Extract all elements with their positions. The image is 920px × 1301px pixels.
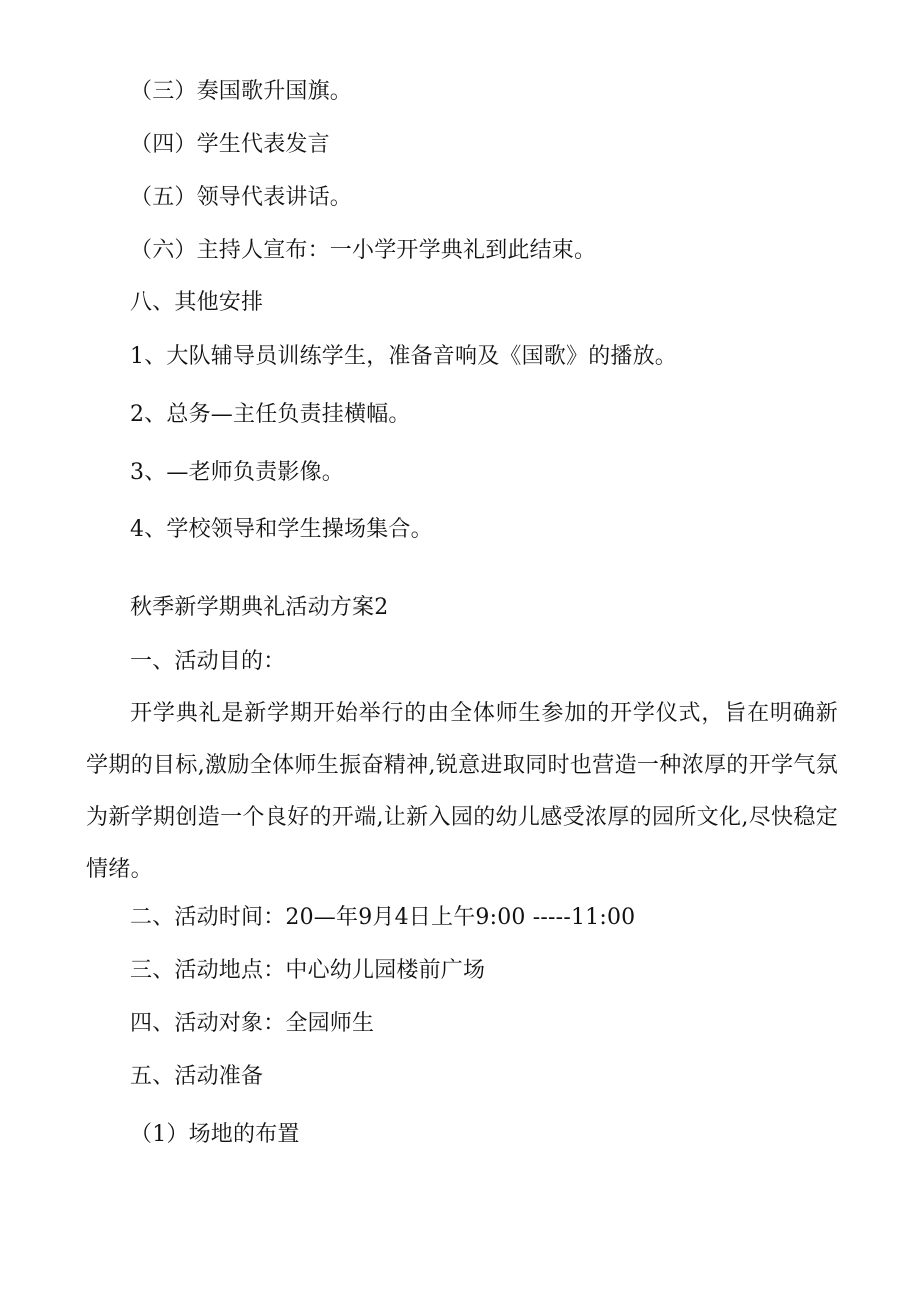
section-heading: 五、活动准备 [130,1064,264,1089]
text-line: （三）奏国歌升国旗。 [130,79,353,104]
section-title: 秋季新学期典礼活动方案2 [130,595,389,620]
purpose-paragraph: 开学典礼是新学期开始举行的由全体师生参加的开学仪式，旨在明确新学期的目标,激励全体师生振奋精神,锐意进取同时也营造一种浓厚的开学气氛为新学期创造一个良好的开端,让新入园的幼儿感受浓厚的园所文化,尽快稳定情绪。 [86,701,838,882]
section-heading: 八、其他安排 [130,290,264,315]
text-line: （六）主持人宣布：一小学开学典礼到此结束。 [130,238,597,263]
text-line: （1）场地的布置 [130,1122,300,1147]
text-line: 3、—老师负责影像。 [130,460,344,485]
text-line: 4、学校领导和学生操场集合。 [130,517,433,542]
text-line: 2、总务—主任负责挂横幅。 [130,402,411,427]
text-line: （四）学生代表发言 [130,132,330,157]
text-line: 二、活动时间：20—年9月4日上午9:00 -----11:00 [130,905,636,930]
text-line: 1、大队辅导员训练学生，准备音响及《国歌》的播放。 [130,344,677,369]
section-heading: 一、活动目的： [130,649,286,674]
text-line: 四、活动对象：全园师生 [130,1011,375,1036]
text-line: 三、活动地点：中心幼儿园楼前广场 [130,958,486,983]
text-line: （五）领导代表讲话。 [130,185,353,210]
